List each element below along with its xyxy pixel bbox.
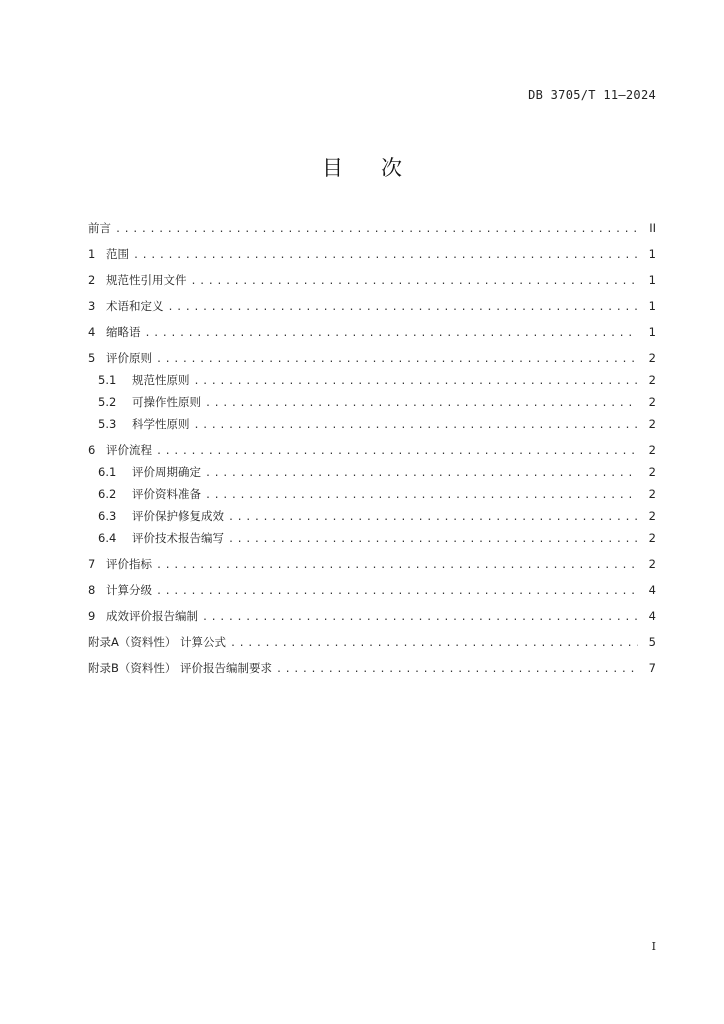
toc-entry-label: 科学性原则 — [132, 417, 190, 431]
toc-subentry[interactable] — [88, 462, 656, 484]
toc-appendix-entry[interactable] — [88, 632, 656, 654]
dot-leader — [156, 350, 638, 370]
toc-title: 目次 — [322, 156, 440, 180]
toc-entry-label: 可操作性原则 — [132, 395, 201, 409]
toc-entry[interactable] — [88, 440, 656, 462]
toc-entry-page: 2 — [648, 417, 656, 431]
dot-leader — [276, 660, 638, 680]
toc-entry-label: 评价原则 — [106, 351, 152, 365]
toc-entry-number: 6.3 — [98, 509, 117, 523]
toc-entry-label: 评价资料准备 — [132, 487, 201, 501]
toc-entry-label: 评价流程 — [106, 443, 152, 457]
toc-subentry[interactable] — [88, 484, 656, 506]
dot-leader — [156, 556, 638, 576]
toc-entry-number: 6.1 — [98, 465, 117, 479]
toc-entry-page: 1 — [648, 325, 656, 339]
dot-leader — [133, 246, 638, 266]
toc-entry-label: 成效评价报告编制 — [106, 609, 198, 623]
toc-entry-page: 4 — [648, 583, 656, 597]
toc-entry-number: 6 — [88, 443, 96, 457]
toc-entry-page: 2 — [648, 487, 656, 501]
dot-leader — [156, 582, 638, 602]
toc-entry[interactable] — [88, 348, 656, 370]
toc-entry-page: 1 — [648, 299, 656, 313]
toc-entry-page: 2 — [648, 531, 656, 545]
toc-entry-page: 1 — [648, 247, 656, 261]
dot-leader — [202, 608, 638, 628]
toc-entry-page: 2 — [648, 373, 656, 387]
dot-leader — [194, 416, 639, 436]
dot-leader — [191, 272, 639, 292]
toc-entry-number: 2 — [88, 273, 96, 287]
toc-entry-page: 2 — [648, 443, 656, 457]
toc-entry-page: 2 — [648, 465, 656, 479]
toc-entry-label: 范围 — [106, 247, 129, 261]
toc-entry[interactable] — [88, 322, 656, 344]
dot-leader — [145, 324, 639, 344]
toc-entry-page: 2 — [648, 557, 656, 571]
toc-subentry[interactable] — [88, 392, 656, 414]
toc-entry-label: 术语和定义 — [106, 299, 164, 313]
toc-entry-number: 6.4 — [98, 531, 117, 545]
dot-leader — [168, 298, 639, 318]
toc-entry-number: 5.3 — [98, 417, 117, 431]
toc-entry[interactable] — [88, 296, 656, 318]
toc-entry-number: 3 — [88, 299, 96, 313]
toc-subentry[interactable] — [88, 528, 656, 550]
dot-leader — [228, 508, 638, 528]
toc-entry-label: 计算分级 — [106, 583, 152, 597]
dot-leader — [156, 442, 638, 462]
toc-entry[interactable] — [88, 244, 656, 266]
toc-entry-label: 评价保护修复成效 — [132, 509, 224, 523]
dot-leader — [194, 372, 639, 392]
toc-entry-page: 2 — [648, 509, 656, 523]
page-number: I — [651, 940, 656, 953]
dot-leader — [228, 530, 638, 550]
toc-entry[interactable] — [88, 580, 656, 602]
toc-entry-label: 前言 — [88, 221, 111, 235]
toc-entry-number: 5 — [88, 351, 96, 365]
toc-subentry[interactable] — [88, 370, 656, 392]
toc-entry-number: 8 — [88, 583, 96, 597]
document-code: DB 3705/T 11—2024 — [528, 88, 656, 102]
toc-entry-number: 7 — [88, 557, 96, 571]
dot-leader — [115, 220, 638, 240]
toc-entry-label: 附录B（资料性） 评价报告编制要求 — [88, 661, 273, 675]
toc-entry-page: 7 — [648, 661, 656, 675]
toc-entry-label: 规范性引用文件 — [106, 273, 187, 287]
toc-entry-page: 2 — [648, 351, 656, 365]
toc-entry-number: 5.1 — [98, 373, 117, 387]
dot-leader — [205, 464, 638, 484]
toc-entry-label: 评价指标 — [106, 557, 152, 571]
toc-entry-page: 2 — [648, 395, 656, 409]
toc-entry-label: 规范性原则 — [132, 373, 190, 387]
toc-entry[interactable] — [88, 606, 656, 628]
toc-entry-page: 5 — [648, 635, 656, 649]
toc-entry-page: II — [649, 221, 656, 235]
toc-entry-number: 5.2 — [98, 395, 117, 409]
toc-entry-number: 9 — [88, 609, 96, 623]
dot-leader — [230, 634, 638, 654]
toc-entry-page: 4 — [648, 609, 656, 623]
dot-leader — [205, 394, 638, 414]
toc-subentry[interactable] — [88, 414, 656, 436]
dot-leader — [205, 486, 638, 506]
toc-appendix-entry[interactable] — [88, 658, 656, 680]
toc-entry[interactable] — [88, 270, 656, 292]
table-of-contents — [88, 218, 656, 680]
toc-entry[interactable] — [88, 218, 656, 240]
toc-entry-page: 1 — [648, 273, 656, 287]
toc-entry-label: 附录A（资料性） 计算公式 — [88, 635, 227, 649]
toc-entry[interactable] — [88, 554, 656, 576]
toc-entry-number: 1 — [88, 247, 96, 261]
toc-entry-number: 4 — [88, 325, 96, 339]
toc-entry-label: 评价技术报告编写 — [132, 531, 224, 545]
toc-entry-label: 评价周期确定 — [132, 465, 201, 479]
toc-entry-label: 缩略语 — [106, 325, 141, 339]
toc-entry-number: 6.2 — [98, 487, 117, 501]
toc-subentry[interactable] — [88, 506, 656, 528]
